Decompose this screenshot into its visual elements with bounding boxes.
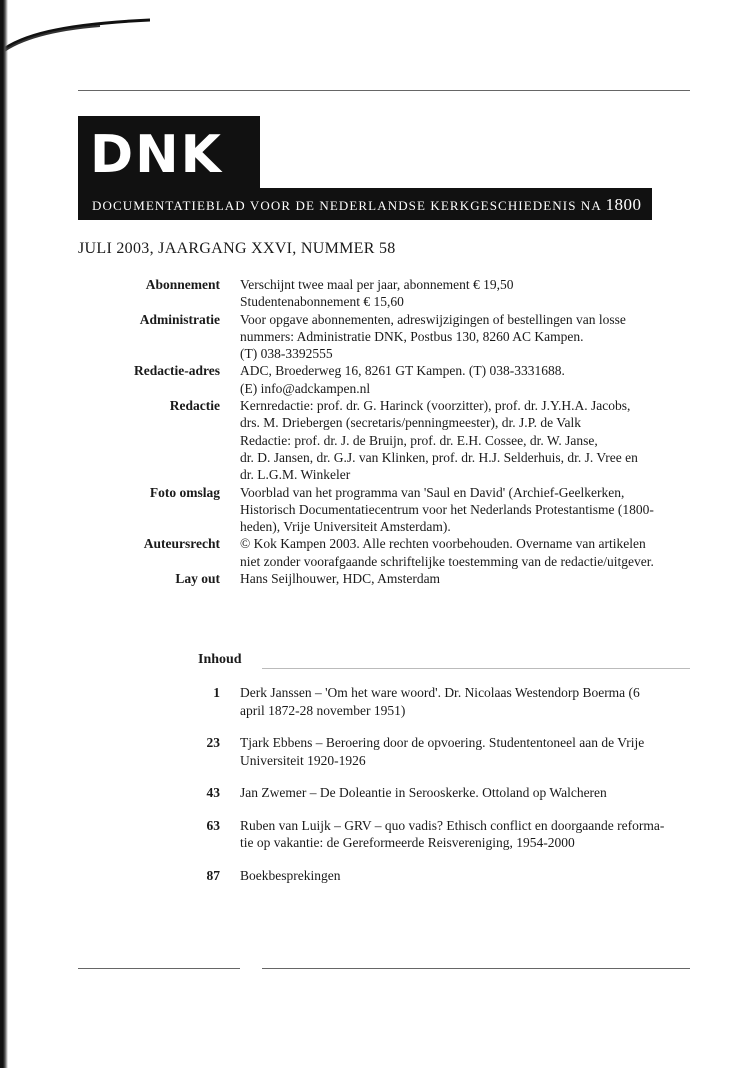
colophon-line: Kernredactie: prof. dr. G. Harinck (voorzitter), prof. dr. J.Y.H.A. Jacobs, — [240, 398, 631, 414]
colophon-line: niet zonder voorafgaande schriftelijke toestemming van de redactie/uitgever. — [240, 553, 654, 569]
colophon-line: Redactie: prof. dr. J. de Bruijn, prof. dr. E.H. Cossee, dr. W. Janse, — [240, 432, 598, 448]
colophon-row-redactie — [78, 397, 698, 483]
subtitle-year: 1800 — [605, 195, 642, 214]
toc-line: Boekbesprekingen — [240, 867, 341, 883]
colophon-line: nummers: Administratie DNK, Postbus 130, 8260 AC Kampen. — [240, 328, 584, 344]
toc-page-number: 63 — [206, 817, 220, 833]
colophon-line: drs. M. Driebergen (secretaris/penningmeester), dr. J.P. de Valk — [240, 415, 582, 431]
toc-divider — [262, 668, 690, 669]
colophon-label: Redactie — [169, 398, 220, 414]
colophon-line: dr. D. Jansen, dr. G.J. van Klinken, prof. dr. H.J. Selderhuis, dr. J. Vree en — [240, 449, 638, 465]
colophon-label: Foto omslag — [149, 484, 220, 500]
toc-title — [240, 867, 680, 885]
masthead-subtitle-text — [92, 195, 642, 215]
colophon-label: Lay out — [175, 571, 220, 587]
scan-edge-artifact — [0, 14, 150, 54]
colophon-line: Studentenabonnement € 15,60 — [240, 294, 404, 310]
masthead — [78, 116, 652, 220]
colophon-row-lay-out — [78, 570, 698, 587]
toc-heading: Inhoud — [198, 652, 242, 667]
colophon-line: Verschijnt twee maal per jaar, abonnement € 19,50 — [240, 277, 514, 292]
colophon-label: Redactie-adres — [134, 363, 220, 379]
toc-title — [240, 734, 680, 769]
colophon-line: (T) 038-3392555 — [240, 346, 333, 362]
colophon-line: Hans Seijlhouwer, HDC, Amsterdam — [240, 571, 441, 587]
toc-line: april 1872-28 november 1951) — [240, 702, 406, 718]
colophon-line: heden), Vrije Universiteit Amsterdam). — [240, 519, 451, 535]
colophon-line: (E) info@adckampen.nl — [240, 380, 371, 396]
colophon-value — [240, 484, 680, 536]
top-divider — [78, 90, 690, 91]
toc-title — [240, 684, 680, 719]
toc-title — [240, 817, 680, 852]
colophon-value — [240, 397, 680, 483]
colophon-row-auteursrecht — [78, 535, 698, 570]
colophon — [78, 276, 698, 587]
colophon-label: Abonnement — [145, 277, 220, 292]
toc-line: Tjark Ebbens – Beroering door de opvoering. Studententoneel aan de Vrije — [240, 735, 645, 750]
logo-text: DNK — [90, 125, 223, 185]
toc-line: Universiteit 1920-1926 — [240, 752, 366, 768]
toc-line: Ruben van Luijk – GRV – quo vadis? Ethisch conflict en doorgaande reforma- — [240, 817, 665, 833]
toc-entry[interactable] — [78, 867, 698, 885]
scan-edge-shadow — [0, 0, 8, 1068]
colophon-line: dr. L.G.M. Winkeler — [240, 467, 351, 483]
toc-entry[interactable] — [78, 817, 698, 852]
toc-entry[interactable] — [78, 734, 698, 769]
colophon-line: ADC, Broederweg 16, 8261 GT Kampen. (T) 038-3331688. — [240, 363, 565, 379]
colophon-value — [240, 311, 680, 363]
subtitle-words: DOCUMENTATIEBLAD VOOR DE NEDERLANDSE KERKGESCHIEDENIS NA — [92, 198, 602, 213]
colophon-row-administratie — [78, 311, 698, 363]
colophon-line: Voorblad van het programma van 'Saul en David' (Archief-Geelkerken, — [240, 484, 625, 500]
toc-entry[interactable] — [78, 684, 698, 719]
colophon-value — [240, 535, 680, 570]
toc-title — [240, 784, 680, 802]
colophon-row-abonnement — [78, 276, 698, 311]
toc-line: tie op vakantie: de Gereformeerde Reisvereniging, 1954-2000 — [240, 835, 575, 850]
colophon-row-redactie-adres — [78, 362, 698, 397]
colophon-label: Administratie — [139, 311, 220, 327]
colophon-value — [240, 276, 680, 311]
colophon-line: Historisch Documentatiecentrum voor het Nederlands Protestantisme (1800- — [240, 501, 654, 517]
colophon-line: Voor opgave abonnementen, adreswijzigingen of bestellingen van losse — [240, 311, 626, 327]
footer-divider-left — [78, 968, 240, 969]
toc-page-number: 87 — [206, 867, 220, 883]
masthead-subtitle — [78, 188, 652, 220]
colophon-label: Auteursrecht — [143, 536, 220, 552]
toc-page-number: 43 — [206, 785, 220, 800]
colophon-line: © Kok Kampen 2003. Alle rechten voorbehouden. Overname van artikelen — [240, 536, 646, 552]
issue-info: JULI 2003, JAARGANG XXVI, NUMMER 58 — [78, 240, 396, 257]
footer-divider-right — [262, 968, 690, 969]
colophon-value — [240, 362, 680, 397]
toc-entry[interactable] — [78, 784, 698, 802]
colophon-value — [240, 570, 680, 587]
table-of-contents — [78, 684, 698, 899]
toc-line: Derk Janssen – 'Om het ware woord'. Dr. Nicolaas Westendorp Boerma (6 — [240, 685, 640, 700]
toc-page-number: 23 — [206, 735, 220, 750]
colophon-row-foto-omslag — [78, 484, 698, 536]
toc-line: Jan Zwemer – De Doleantie in Serooskerke. Ottoland op Walcheren — [240, 785, 607, 800]
toc-page-number: 1 — [213, 685, 220, 700]
